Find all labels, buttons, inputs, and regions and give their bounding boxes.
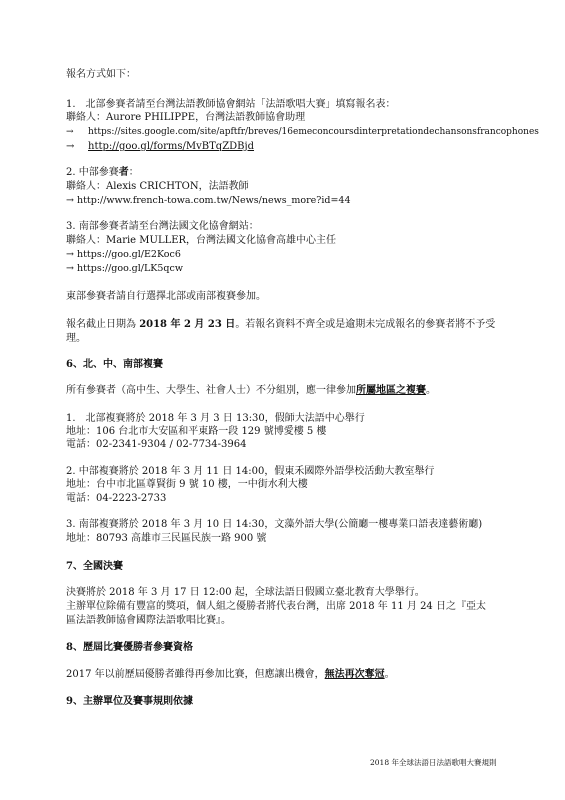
section-7-title: 7、全國決賽 [66,561,123,572]
registration-heading: 報名方式如下： [66,69,136,80]
east-note: 東部參賽者請自行選擇北部或南部複賽參加。 [66,291,266,302]
section-7-line-1: 決賽將於 2018 年 3 月 17 日 12:00 起，全球法語日假國立臺北教育大學舉行。 [66,587,425,598]
central-title-bold: 者 [118,167,129,178]
deadline-text-b: 。若報名資料不齊全或是逾期未完成報名的參賽者將不予受 [235,319,496,330]
north-final-phone: 電話：02-2341-9304 / 02-7734-3964 [66,439,247,450]
section-6-title: 6、北、中、南部複賽 [66,359,163,370]
section-7-line-3: 區法語教師協會國際法語歌唱比賽』。 [66,615,231,626]
north-form-link[interactable]: http://goo.gl/forms/MvBTqZDBjd [88,141,255,152]
south-link-2[interactable]: → https://goo.gl/LK5qcw [66,263,183,274]
north-sites-link[interactable]: https://sites.google.com/site/apftfr/breves/16emeconcoursdinterpretationdechansonsfrancophones [88,127,539,137]
deadline-date: 2018 年 2 月 23 日 [139,319,236,330]
section-8-emphasis: 無法再次奪冠 [324,669,385,680]
section-6-intro [66,384,436,397]
north-link-row-1 [66,126,539,139]
page-footer: 2018 年全球法語日法語歌唱大賽規則 [370,758,497,767]
section-8-text-a: 2017 年以前歷屆優勝者雖得再參加比賽，但應讓出機會， [66,669,325,680]
south-link-1[interactable]: → https://goo.gl/E2Koc6 [66,249,181,260]
central-link[interactable]: → http://www.french-towa.com.tw/News/news_more?id=44 [66,195,351,206]
deadline-line [66,318,495,331]
section-7-line-2: 主辦單位除備有豐富的獎項，個人組之優勝者將代表台灣，出席 2018 年 11 月 24 日之『亞太 [66,601,486,612]
north-registration-line: 1. 北部參賽者請至台灣法語教師協會網站「法語歌唱大賽」填寫報名表： [66,99,396,110]
central-registration-title [66,166,139,179]
section-9-title: 9、主辦單位及賽事規則依據 [66,696,193,707]
south-final-date: 3. 南部複賽將於 2018 年 3 月 10 日 14:30，文藻外語大學(公簡廳一樓專業口語表達藝術廳) [66,519,483,530]
south-registration-line: 3. 南部參賽者請至台灣法國文化協會網站： [66,221,259,232]
section-6-intro-text: 所有參賽者（高中生、大學生、社會人士）不分組別，應一律參加 [66,385,356,396]
central-final-date: 2. 中部複賽將於 2018 年 3 月 11 日 14:00，假東禾國際外語學校活動大教室舉行 [66,466,435,477]
deadline-text-a: 報名截止日期為 [66,319,140,330]
section-8-text-end: 。 [384,669,395,680]
central-final-address: 地址：台中市北區尊賢街 9 號 10 樓，一中街水利大樓 [66,479,308,490]
south-final-address: 地址：80793 高雄市三民區民族一路 900 號 [66,533,267,544]
central-title-text: 2. 中部參賽 [66,167,119,178]
arrow-icon: → [66,127,74,137]
arrow-icon: → [66,141,75,152]
central-title-colon: ： [128,167,139,178]
north-final-address: 地址：106 台北市大安區和平東路一段 129 號博愛樓 5 樓 [66,426,327,437]
section-6-intro-emphasis: 所屬地區之複賽 [356,385,426,396]
north-contact: 聯絡人：Aurore PHILIPPE，台灣法語教師協會助理 [66,112,306,123]
deadline-line-2: 理。 [66,333,86,344]
north-link-row-2 [66,140,254,153]
central-final-phone: 電話：04-2223-2733 [66,493,167,504]
section-8-text [66,668,395,681]
section-8-title: 8、歷屆比賽優勝者參賽資格 [66,642,193,653]
central-contact: 聯絡人：Alexis CRICHTON，法語教師 [66,181,249,192]
north-final-date: 1. 北部複賽將於 2018 年 3 月 3 日 13:30，假師大法語中心舉行 [66,413,365,424]
section-6-intro-end: 。 [426,385,436,396]
south-contact: 聯絡人：Marie MULLER，台灣法國文化協會高雄中心主任 [66,235,337,246]
